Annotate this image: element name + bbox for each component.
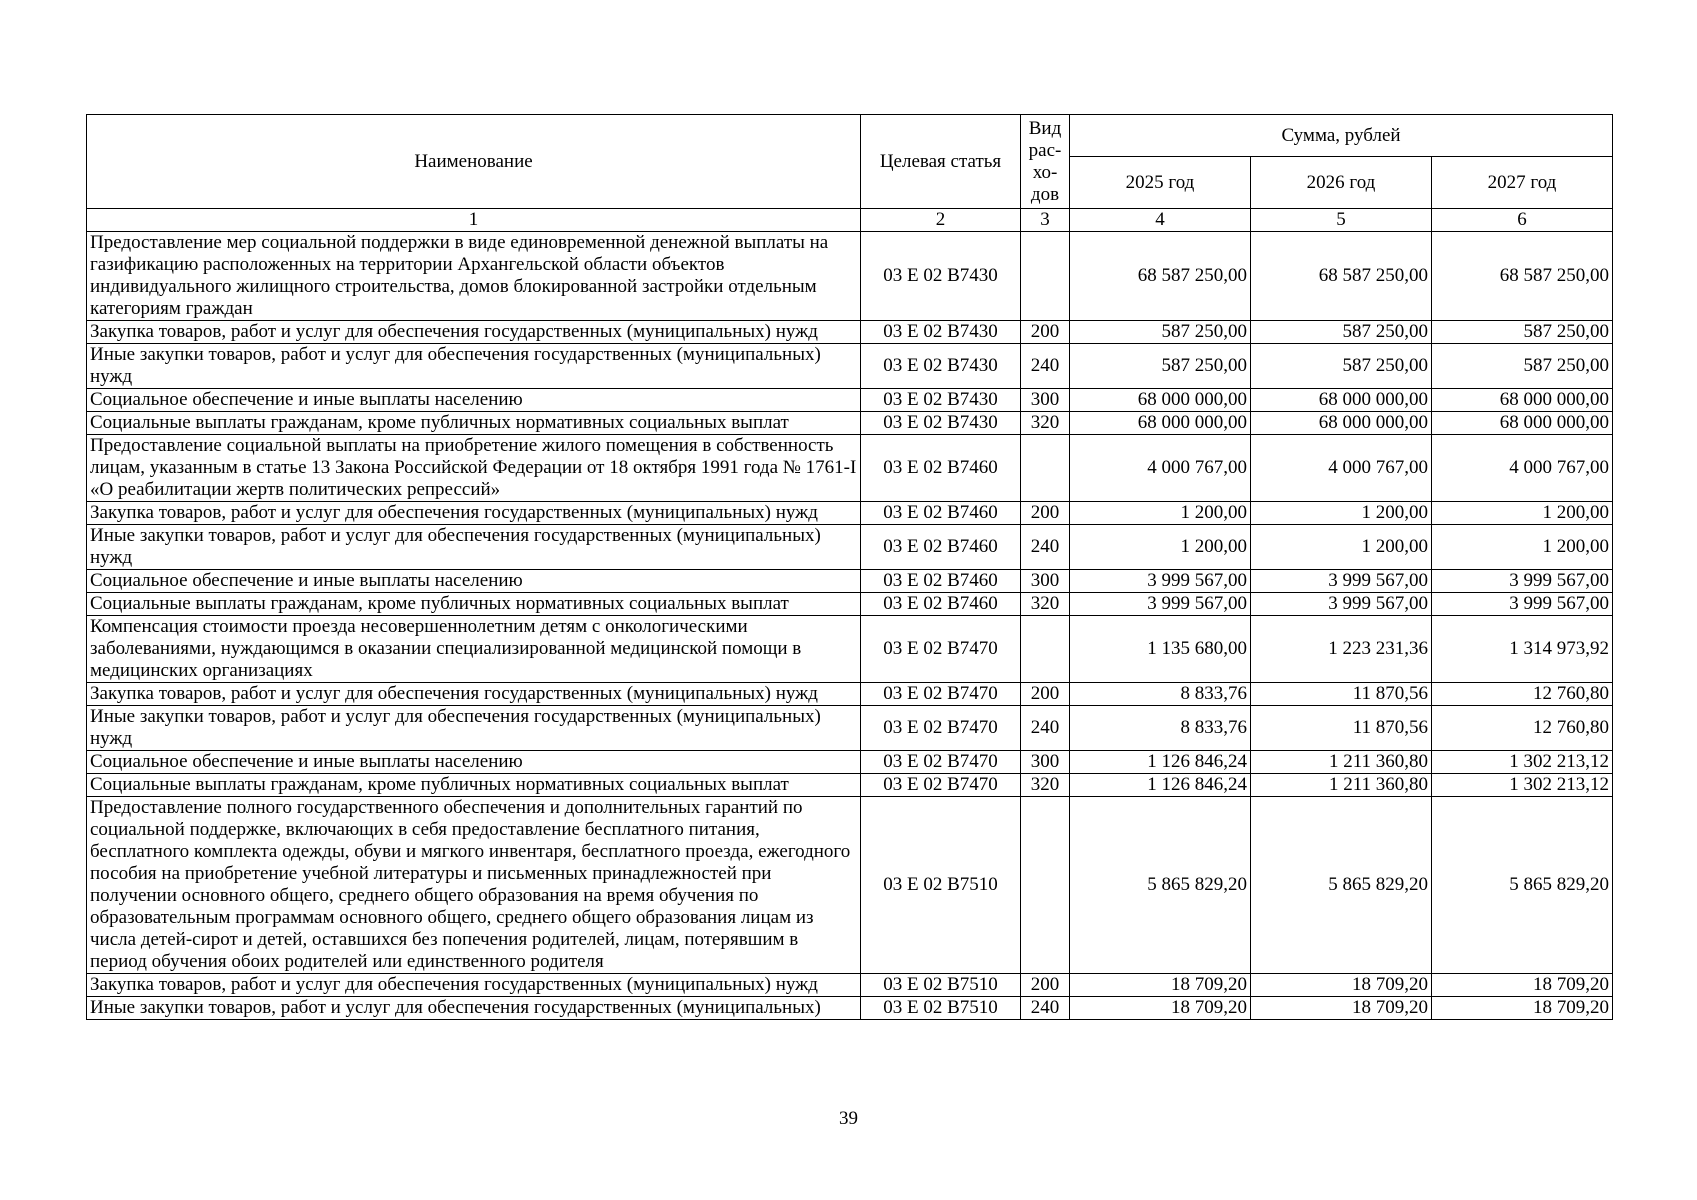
target-article-code: 03 Е 02 В7430 bbox=[861, 321, 1021, 344]
table-row bbox=[87, 435, 1613, 502]
amount-2025: 5 865 829,20 bbox=[1070, 797, 1251, 974]
page-number: 39 bbox=[839, 1108, 858, 1129]
target-article-code: 03 Е 02 В7470 bbox=[861, 616, 1021, 683]
table-row bbox=[87, 389, 1613, 412]
table-row bbox=[87, 232, 1613, 321]
amount-2027: 68 000 000,00 bbox=[1432, 389, 1613, 412]
amount-2027: 3 999 567,00 bbox=[1432, 570, 1613, 593]
amount-2026: 1 211 360,80 bbox=[1251, 774, 1432, 797]
row-name: Иные закупки товаров, работ и услуг для обеспечения государственных (муниципальных) нужд bbox=[87, 344, 861, 389]
expense-type-code: 240 bbox=[1021, 344, 1070, 389]
row-name: Социальное обеспечение и иные выплаты населению bbox=[87, 751, 861, 774]
amount-2027: 12 760,80 bbox=[1432, 683, 1613, 706]
target-article-code: 03 Е 02 В7430 bbox=[861, 232, 1021, 321]
target-article-code: 03 Е 02 В7470 bbox=[861, 751, 1021, 774]
amount-2027: 1 314 973,92 bbox=[1432, 616, 1613, 683]
amount-2027: 587 250,00 bbox=[1432, 344, 1613, 389]
table-row bbox=[87, 706, 1613, 751]
expense-type-code bbox=[1021, 232, 1070, 321]
column-number: 3 bbox=[1021, 209, 1070, 232]
amount-2025: 1 126 846,24 bbox=[1070, 751, 1251, 774]
table-row bbox=[87, 751, 1613, 774]
expense-type-code: 200 bbox=[1021, 974, 1070, 997]
amount-2025: 3 999 567,00 bbox=[1070, 593, 1251, 616]
amount-2025: 68 000 000,00 bbox=[1070, 412, 1251, 435]
row-name: Компенсация стоимости проезда несовершеннолетним детям с онкологическими заболеваниями, нуждающимся в оказании специализированной медицинской помощи в медицинских организациях bbox=[87, 616, 861, 683]
column-number: 1 bbox=[87, 209, 861, 232]
amount-2027: 5 865 829,20 bbox=[1432, 797, 1613, 974]
amount-2027: 4 000 767,00 bbox=[1432, 435, 1613, 502]
column-number: 4 bbox=[1070, 209, 1251, 232]
row-name: Иные закупки товаров, работ и услуг для обеспечения государственных (муниципальных) bbox=[87, 997, 861, 1020]
row-name: Социальные выплаты гражданам, кроме публичных нормативных социальных выплат bbox=[87, 774, 861, 797]
amount-2026: 68 000 000,00 bbox=[1251, 412, 1432, 435]
row-name: Иные закупки товаров, работ и услуг для обеспечения государственных (муниципальных) нужд bbox=[87, 525, 861, 570]
target-article-code: 03 Е 02 В7470 bbox=[861, 774, 1021, 797]
row-name: Предоставление мер социальной поддержки в виде единовременной денежной выплаты на газификацию расположенных на территории Архангельской области объектов индивидуального жилищного строительства, домов блокированной застройки отдельным категориям граждан bbox=[87, 232, 861, 321]
expense-type-code: 300 bbox=[1021, 389, 1070, 412]
amount-2025: 8 833,76 bbox=[1070, 683, 1251, 706]
expense-type-code: 320 bbox=[1021, 412, 1070, 435]
amount-2027: 18 709,20 bbox=[1432, 974, 1613, 997]
table-row bbox=[87, 525, 1613, 570]
amount-2026: 68 587 250,00 bbox=[1251, 232, 1432, 321]
amount-2025: 1 200,00 bbox=[1070, 525, 1251, 570]
table-row bbox=[87, 974, 1613, 997]
row-name: Закупка товаров, работ и услуг для обеспечения государственных (муниципальных) нужд bbox=[87, 502, 861, 525]
amount-2026: 11 870,56 bbox=[1251, 706, 1432, 751]
expense-type-code: 240 bbox=[1021, 997, 1070, 1020]
amount-2025: 587 250,00 bbox=[1070, 344, 1251, 389]
table-row bbox=[87, 616, 1613, 683]
table-row bbox=[87, 683, 1613, 706]
amount-2025: 68 587 250,00 bbox=[1070, 232, 1251, 321]
amount-2025: 68 000 000,00 bbox=[1070, 389, 1251, 412]
budget-table bbox=[86, 114, 1613, 1020]
expense-type-code bbox=[1021, 435, 1070, 502]
amount-2026: 3 999 567,00 bbox=[1251, 570, 1432, 593]
row-name: Социальные выплаты гражданам, кроме публичных нормативных социальных выплат bbox=[87, 412, 861, 435]
target-article-code: 03 Е 02 В7430 bbox=[861, 344, 1021, 389]
column-number: 6 bbox=[1432, 209, 1613, 232]
amount-2027: 1 302 213,12 bbox=[1432, 751, 1613, 774]
amount-2025: 1 200,00 bbox=[1070, 502, 1251, 525]
amount-2027: 12 760,80 bbox=[1432, 706, 1613, 751]
target-article-code: 03 Е 02 В7430 bbox=[861, 412, 1021, 435]
table-body bbox=[87, 232, 1613, 1020]
amount-2027: 1 200,00 bbox=[1432, 502, 1613, 525]
table-row bbox=[87, 412, 1613, 435]
target-article-code: 03 Е 02 В7470 bbox=[861, 706, 1021, 751]
expense-type-code bbox=[1021, 616, 1070, 683]
table-row bbox=[87, 502, 1613, 525]
amount-2026: 587 250,00 bbox=[1251, 321, 1432, 344]
header-year-2025: 2025 год bbox=[1070, 157, 1251, 209]
amount-2027: 3 999 567,00 bbox=[1432, 593, 1613, 616]
target-article-code: 03 Е 02 В7470 bbox=[861, 683, 1021, 706]
target-article-code: 03 Е 02 В7460 bbox=[861, 570, 1021, 593]
amount-2027: 18 709,20 bbox=[1432, 997, 1613, 1020]
amount-2025: 3 999 567,00 bbox=[1070, 570, 1251, 593]
amount-2027: 68 000 000,00 bbox=[1432, 412, 1613, 435]
header-name: Наименование bbox=[87, 115, 861, 209]
table-row bbox=[87, 321, 1613, 344]
amount-2026: 587 250,00 bbox=[1251, 344, 1432, 389]
expense-type-code: 240 bbox=[1021, 706, 1070, 751]
table-row bbox=[87, 593, 1613, 616]
expense-type-code: 320 bbox=[1021, 593, 1070, 616]
target-article-code: 03 Е 02 В7460 bbox=[861, 525, 1021, 570]
amount-2027: 587 250,00 bbox=[1432, 321, 1613, 344]
amount-2026: 1 211 360,80 bbox=[1251, 751, 1432, 774]
target-article-code: 03 Е 02 В7510 bbox=[861, 974, 1021, 997]
row-name: Закупка товаров, работ и услуг для обеспечения государственных (муниципальных) нужд bbox=[87, 683, 861, 706]
amount-2027: 68 587 250,00 bbox=[1432, 232, 1613, 321]
expense-type-code: 300 bbox=[1021, 751, 1070, 774]
target-article-code: 03 Е 02 В7510 bbox=[861, 797, 1021, 974]
amount-2025: 18 709,20 bbox=[1070, 974, 1251, 997]
header-year-2026: 2026 год bbox=[1251, 157, 1432, 209]
table-row bbox=[87, 774, 1613, 797]
header-sum: Сумма, рублей bbox=[1070, 115, 1613, 157]
amount-2026: 4 000 767,00 bbox=[1251, 435, 1432, 502]
amount-2026: 1 223 231,36 bbox=[1251, 616, 1432, 683]
row-name: Закупка товаров, работ и услуг для обеспечения государственных (муниципальных) нужд bbox=[87, 974, 861, 997]
header-year-2027: 2027 год bbox=[1432, 157, 1613, 209]
amount-2025: 1 135 680,00 bbox=[1070, 616, 1251, 683]
amount-2027: 1 302 213,12 bbox=[1432, 774, 1613, 797]
table-row bbox=[87, 997, 1613, 1020]
expense-type-code: 200 bbox=[1021, 321, 1070, 344]
column-number: 5 bbox=[1251, 209, 1432, 232]
row-name: Социальное обеспечение и иные выплаты населению bbox=[87, 389, 861, 412]
amount-2026: 18 709,20 bbox=[1251, 974, 1432, 997]
expense-type-code: 300 bbox=[1021, 570, 1070, 593]
row-name: Социальное обеспечение и иные выплаты населению bbox=[87, 570, 861, 593]
target-article-code: 03 Е 02 В7460 bbox=[861, 435, 1021, 502]
amount-2026: 1 200,00 bbox=[1251, 525, 1432, 570]
amount-2026: 5 865 829,20 bbox=[1251, 797, 1432, 974]
expense-type-code: 200 bbox=[1021, 683, 1070, 706]
row-name: Иные закупки товаров, работ и услуг для обеспечения государственных (муниципальных) нужд bbox=[87, 706, 861, 751]
amount-2026: 18 709,20 bbox=[1251, 997, 1432, 1020]
amount-2025: 18 709,20 bbox=[1070, 997, 1251, 1020]
expense-type-code: 320 bbox=[1021, 774, 1070, 797]
target-article-code: 03 Е 02 В7460 bbox=[861, 593, 1021, 616]
expense-type-code bbox=[1021, 797, 1070, 974]
target-article-code: 03 Е 02 В7460 bbox=[861, 502, 1021, 525]
table-row bbox=[87, 797, 1613, 974]
table-row bbox=[87, 570, 1613, 593]
row-name: Предоставление социальной выплаты на приобретение жилого помещения в собственность лицам, указанным в статье 13 Закона Российской Федерации от 18 октября 1991 года № 1761-I «О реабилитации жертв политических репрессий» bbox=[87, 435, 861, 502]
expense-type-code: 200 bbox=[1021, 502, 1070, 525]
header-target-article: Целевая статья bbox=[861, 115, 1021, 209]
amount-2025: 8 833,76 bbox=[1070, 706, 1251, 751]
amount-2026: 11 870,56 bbox=[1251, 683, 1432, 706]
amount-2026: 3 999 567,00 bbox=[1251, 593, 1432, 616]
column-number-row bbox=[87, 209, 1613, 232]
expense-type-code: 240 bbox=[1021, 525, 1070, 570]
amount-2025: 1 126 846,24 bbox=[1070, 774, 1251, 797]
amount-2026: 68 000 000,00 bbox=[1251, 389, 1432, 412]
header-expense-type: Вид рас- хо- дов bbox=[1021, 115, 1070, 209]
row-name: Социальные выплаты гражданам, кроме публичных нормативных социальных выплат bbox=[87, 593, 861, 616]
target-article-code: 03 Е 02 В7510 bbox=[861, 997, 1021, 1020]
target-article-code: 03 Е 02 В7430 bbox=[861, 389, 1021, 412]
row-name: Закупка товаров, работ и услуг для обеспечения государственных (муниципальных) нужд bbox=[87, 321, 861, 344]
amount-2026: 1 200,00 bbox=[1251, 502, 1432, 525]
amount-2025: 587 250,00 bbox=[1070, 321, 1251, 344]
table-row bbox=[87, 344, 1613, 389]
amount-2025: 4 000 767,00 bbox=[1070, 435, 1251, 502]
amount-2027: 1 200,00 bbox=[1432, 525, 1613, 570]
column-number: 2 bbox=[861, 209, 1021, 232]
row-name: Предоставление полного государственного обеспечения и дополнительных гарантий по социальной поддержке, включающих в себя предоставление бесплатного питания, бесплатного комплекта одежды, обуви и мягкого инвентаря, бесплатного проезда, ежегодного пособия на приобретение учебной литературы и письменных принадлежностей при получении основного общего, среднего общего образования на время обучения по образовательным программам основного общего, среднего общего образования лицам из числа детей-сирот и детей, оставшихся без попечения родителей, лицам, потерявшим в период обучения обоих родителей или единственного родителя bbox=[87, 797, 861, 974]
